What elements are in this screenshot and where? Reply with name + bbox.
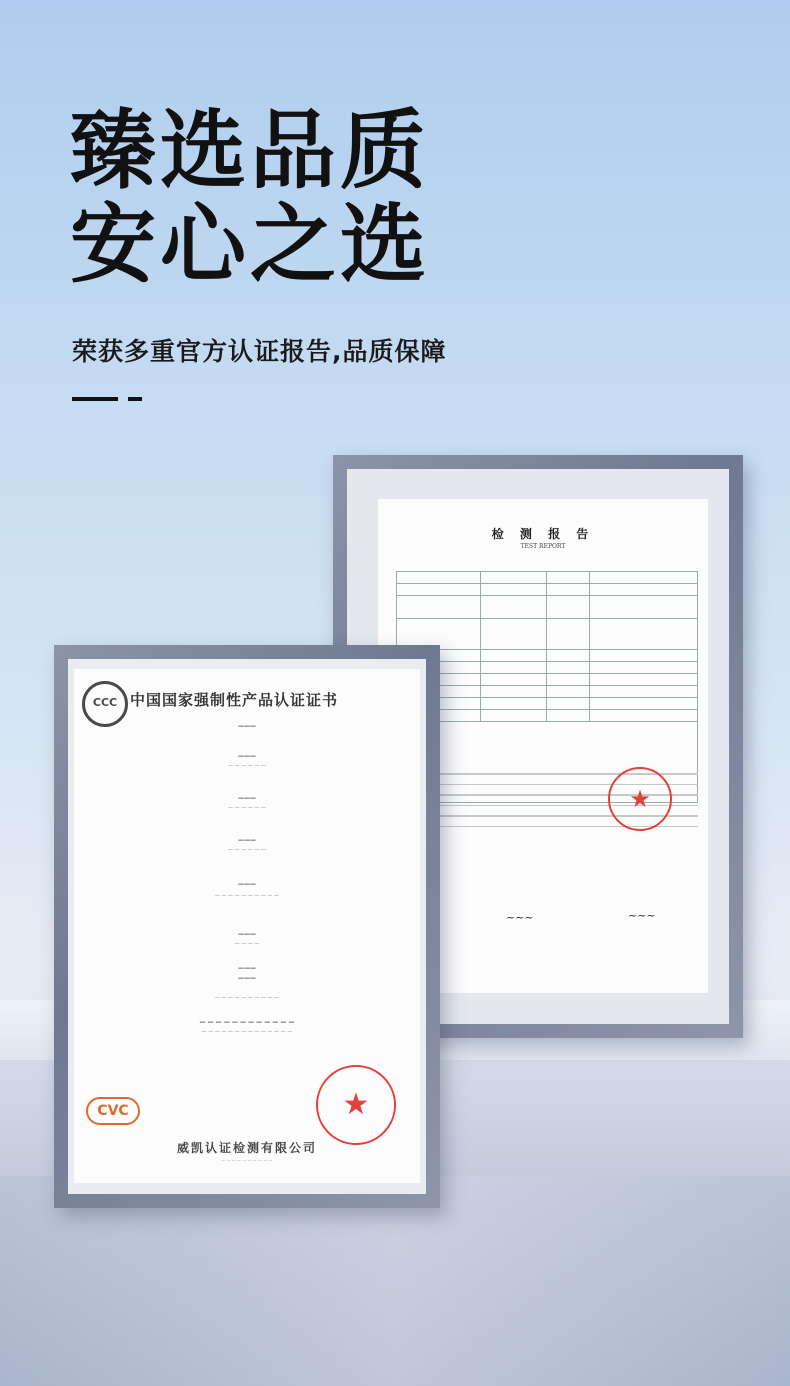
certificate-text-line: — — — — — —	[228, 805, 266, 811]
certificate-text-line: — — — — — — — — — —	[214, 893, 280, 899]
certificate-text-line: ———	[238, 837, 256, 844]
decorative-dash-long	[72, 397, 118, 401]
certificate-text-line: ———	[238, 881, 256, 888]
decorative-dash-short	[128, 397, 142, 401]
star-icon: ★	[342, 1087, 370, 1122]
certificate-text-line: ———	[238, 723, 256, 730]
test-report-title: 检 测 报 告	[491, 527, 595, 541]
certificate-text-line: — — — —	[234, 941, 260, 947]
certificate-text-line: ———	[238, 931, 256, 938]
certificate-text-line: — — — — — — — — — — — — — —	[201, 1029, 293, 1035]
test-report-table	[396, 571, 698, 803]
signature-2: ~~~	[506, 911, 534, 924]
certificate-text-line: ———	[238, 795, 256, 802]
red-seal-stamp	[608, 767, 672, 831]
certificate-paper	[74, 669, 420, 1183]
certificate-issuer: 威凯认证检测有限公司	[176, 1141, 317, 1155]
certificate-text-line: — — — — — —	[228, 763, 266, 769]
headline-line-2: 安心之选	[70, 195, 430, 295]
certificate-text-line: ———	[238, 975, 256, 982]
ccc-logo-icon	[82, 681, 128, 727]
cvc-logo-icon: CVC	[86, 1097, 140, 1125]
test-report-subtitle: TEST REPORT	[520, 543, 566, 550]
signature-3: ~~~	[628, 909, 656, 922]
certificate-text-line: — — — — — — — — — —	[214, 995, 280, 1001]
headline-line-1: 臻选品质	[70, 101, 430, 201]
certificate-text-line: ———	[238, 965, 256, 972]
red-seal-stamp	[316, 1065, 396, 1145]
certificate-address-line: — — — — — — — — — —	[221, 1157, 273, 1162]
certificate-title: 中国国家强制性产品认证证书	[130, 691, 339, 709]
subheading: 荣获多重官方认证报告,品质保障	[72, 337, 447, 366]
certificate-frame	[54, 645, 440, 1208]
star-icon: ★	[629, 785, 651, 813]
certificate-text-line: — — — — — —	[228, 847, 266, 853]
certificate-text-line: ———	[238, 753, 256, 760]
certificate-text-line: — — — — — — — — — — — —	[199, 1019, 295, 1026]
